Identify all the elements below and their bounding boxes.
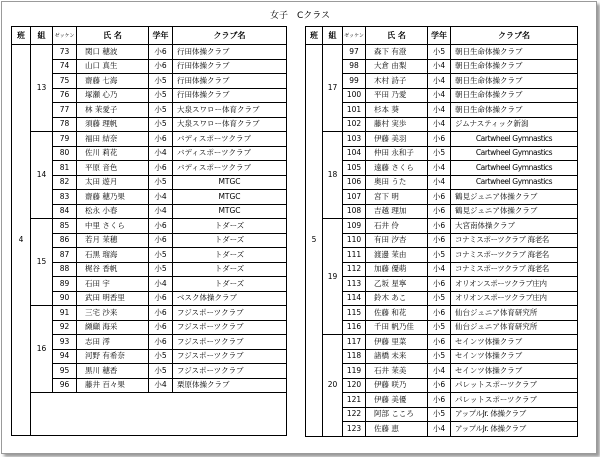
grade-cell: 小4 <box>428 422 451 437</box>
grade-cell: 小6 <box>428 393 451 408</box>
name-cell: 石井 茉美 <box>366 364 428 379</box>
table-row <box>306 248 578 263</box>
name-cell: 諸橋 未来 <box>366 349 428 364</box>
club-cell: 鶴見ジュニア体操クラブ <box>451 204 578 219</box>
zekken-cell: 99 <box>343 74 366 89</box>
grade-cell: 小6 <box>149 320 173 335</box>
grade-cell: 小6 <box>149 219 173 234</box>
name-cell: 平原 音色 <box>77 161 149 176</box>
table-row <box>12 349 287 364</box>
club-cell: 朝日生命体操クラブ <box>451 74 578 89</box>
grade-cell: 小5 <box>149 117 173 132</box>
grade-cell: 小5 <box>149 88 173 103</box>
table-row <box>306 335 578 350</box>
zekken-cell: 81 <box>53 161 77 176</box>
club-cell: Cartwheel Gymnastics <box>451 175 578 190</box>
grade-cell: 小4 <box>428 161 451 176</box>
club-cell: 朝日生命体操クラブ <box>451 59 578 74</box>
name-cell: 志田 澪 <box>77 335 149 350</box>
name-cell: 伊藤 咲乃 <box>366 378 428 393</box>
club-cell: 大泉スワロー体育クラブ <box>173 117 287 132</box>
zekken-cell: 85 <box>53 219 77 234</box>
name-cell: 石田 宇 <box>77 277 149 292</box>
han-cell: 5 <box>306 45 323 437</box>
club-cell: パレットスポーツクラブ <box>451 393 578 408</box>
zekken-cell: 96 <box>53 378 77 393</box>
grade-cell: 小5 <box>149 103 173 118</box>
name-cell: 仲田 永和子 <box>366 146 428 161</box>
zekken-cell: 87 <box>53 248 77 263</box>
zekken-cell: 106 <box>343 175 366 190</box>
name-cell: 阿部 こころ <box>366 407 428 422</box>
table-row <box>306 291 578 306</box>
kumi-cell: 19 <box>323 219 343 335</box>
header-grade: 学年 <box>149 27 173 45</box>
header-kumi: 組 <box>31 27 53 45</box>
header-club: クラブ名 <box>451 27 578 45</box>
header-zekken: ゼッケン <box>343 27 366 45</box>
table-row <box>12 233 287 248</box>
table-row <box>306 422 578 437</box>
table-row <box>12 262 287 277</box>
name-cell: 乙坂 星寧 <box>366 277 428 292</box>
table-row <box>306 378 578 393</box>
grade-cell: 小5 <box>428 320 451 335</box>
club-cell: トダーズ <box>173 219 287 234</box>
name-cell: 石黒 瑠海 <box>77 248 149 263</box>
club-cell: フジスポーツクラブ <box>173 349 287 364</box>
zekken-cell: 107 <box>343 190 366 205</box>
zekken-cell: 103 <box>343 132 366 147</box>
club-cell: 鶴見ジュニア体操クラブ <box>451 190 578 205</box>
zekken-cell: 114 <box>343 291 366 306</box>
club-cell: フジスポーツクラブ <box>173 335 287 350</box>
name-cell: 武田 明香里 <box>77 291 149 306</box>
zekken-cell: 116 <box>343 320 366 335</box>
zekken-cell: 94 <box>53 349 77 364</box>
zekken-cell: 119 <box>343 364 366 379</box>
grade-cell: 小4 <box>428 103 451 118</box>
table-row <box>12 291 287 306</box>
name-cell: 佐藤 和花 <box>366 306 428 321</box>
zekken-cell: 75 <box>53 74 77 89</box>
grade-cell: 小4 <box>149 190 173 205</box>
table-row <box>306 204 578 219</box>
table-row <box>12 74 287 89</box>
table-row <box>12 132 287 147</box>
grade-cell: 小6 <box>428 204 451 219</box>
grade-cell: 小6 <box>149 291 173 306</box>
zekken-cell: 120 <box>343 378 366 393</box>
header-zekken: ゼッケン <box>53 27 77 45</box>
table-row <box>12 45 287 60</box>
zekken-cell: 102 <box>343 117 366 132</box>
club-cell: MTGC <box>173 175 287 190</box>
zekken-cell: 89 <box>53 277 77 292</box>
grade-cell: 小6 <box>428 233 451 248</box>
name-cell: 林 茉愛子 <box>77 103 149 118</box>
club-cell: 仙台ジュニア体育研究所 <box>451 306 578 321</box>
club-cell: 朝日生命体操クラブ <box>451 103 578 118</box>
club-cell: コナミスポーツクラブ 海老名 <box>451 233 578 248</box>
club-cell: セインツ体操クラブ <box>451 349 578 364</box>
club-cell: ジムナスティック新潟 <box>451 117 578 132</box>
grade-cell: 小6 <box>428 306 451 321</box>
kumi-cell: 15 <box>31 219 53 306</box>
table-row <box>306 320 578 335</box>
zekken-cell: 95 <box>53 364 77 379</box>
name-cell: 木村 詩子 <box>366 74 428 89</box>
name-cell: 千田 帆乃佳 <box>366 320 428 335</box>
club-cell: 行田体操クラブ <box>173 88 287 103</box>
name-cell: 大倉 由梨 <box>366 59 428 74</box>
club-cell: 行田体操クラブ <box>173 74 287 89</box>
grade-cell: 小5 <box>428 248 451 263</box>
zekken-cell: 100 <box>343 88 366 103</box>
grade-cell: 小5 <box>428 45 451 60</box>
name-cell: 森下 有澄 <box>366 45 428 60</box>
table-row <box>12 161 287 176</box>
club-cell: Cartwheel Gymnastics <box>451 132 578 147</box>
zekken-cell: 104 <box>343 146 366 161</box>
name-cell: 鈴木 あこ <box>366 291 428 306</box>
table-row <box>12 117 287 132</box>
zekken-cell: 74 <box>53 59 77 74</box>
club-cell: 大宮南体操クラブ <box>451 219 578 234</box>
kumi-cell: 17 <box>323 45 343 132</box>
zekken-cell: 105 <box>343 161 366 176</box>
name-cell: 石井 伶 <box>366 219 428 234</box>
table-row <box>12 103 287 118</box>
name-cell: 福田 結奈 <box>77 132 149 147</box>
grade-cell: 小4 <box>428 364 451 379</box>
header-name: 氏 名 <box>366 27 428 45</box>
table-row <box>12 204 287 219</box>
table-row <box>306 59 578 74</box>
club-cell: 朝日生命体操クラブ <box>451 88 578 103</box>
grade-cell: 小6 <box>149 59 173 74</box>
zekken-cell: 112 <box>343 262 366 277</box>
kumi-cell: 20 <box>323 335 343 437</box>
club-cell: フジスポーツクラブ <box>173 320 287 335</box>
name-cell: 関口 穂波 <box>77 45 149 60</box>
name-cell: 吉越 理加 <box>366 204 428 219</box>
zekken-cell: 90 <box>53 291 77 306</box>
table-row <box>12 335 287 350</box>
name-cell: 梶谷 香帆 <box>77 262 149 277</box>
zekken-cell: 93 <box>53 335 77 350</box>
zekken-cell: 86 <box>53 233 77 248</box>
name-cell: 太田 遊月 <box>77 175 149 190</box>
club-cell: トダーズ <box>173 248 287 263</box>
header-grade: 学年 <box>428 27 451 45</box>
club-cell: セインツ体操クラブ <box>451 335 578 350</box>
zekken-cell: 101 <box>343 103 366 118</box>
club-cell: オリオンスポーツクラブ庄内 <box>451 277 578 292</box>
name-cell: 若月 茉穂 <box>77 233 149 248</box>
club-cell: 朝日生命体操クラブ <box>451 45 578 60</box>
table-row <box>12 364 287 379</box>
club-cell: アップルJr. 体操クラブ <box>451 422 578 437</box>
name-cell: 伊藤 里菜 <box>366 335 428 350</box>
empty-row <box>12 393 287 436</box>
club-cell: ベスク体操クラブ <box>173 291 287 306</box>
table-row <box>306 146 578 161</box>
table-row <box>12 248 287 263</box>
header-row <box>306 27 578 45</box>
name-cell: 藤村 実歩 <box>366 117 428 132</box>
club-cell: トダーズ <box>173 277 287 292</box>
header-name: 氏 名 <box>77 27 149 45</box>
zekken-cell: 78 <box>53 117 77 132</box>
table-row <box>306 306 578 321</box>
zekken-cell: 80 <box>53 146 77 161</box>
zekken-cell: 92 <box>53 320 77 335</box>
club-cell: コナミスポーツクラブ 海老名 <box>451 248 578 263</box>
club-cell: Cartwheel Gymnastics <box>451 161 578 176</box>
grade-cell: 小4 <box>428 175 451 190</box>
grade-cell: 小4 <box>428 88 451 103</box>
club-cell: 行田体操クラブ <box>173 45 287 60</box>
table-row <box>306 175 578 190</box>
table-row <box>306 233 578 248</box>
zekken-cell: 88 <box>53 262 77 277</box>
name-cell: 三宅 沙来 <box>77 306 149 321</box>
name-cell: 佐藤 恵 <box>366 422 428 437</box>
club-cell: 大泉スワロー体育クラブ <box>173 103 287 118</box>
club-cell: バディスポーツクラブ <box>173 132 287 147</box>
grade-cell: 小5 <box>428 146 451 161</box>
table-row <box>12 378 287 393</box>
name-cell: 宮下 明 <box>366 190 428 205</box>
name-cell: 塚瀬 心乃 <box>77 88 149 103</box>
club-cell: アップルJr. 体操クラブ <box>451 407 578 422</box>
club-cell: コナミスポーツクラブ 海老名 <box>451 262 578 277</box>
grade-cell: 小6 <box>149 161 173 176</box>
table-row <box>306 393 578 408</box>
zekken-cell: 123 <box>343 422 366 437</box>
header-kumi: 組 <box>323 27 343 45</box>
kumi-cell: 14 <box>31 132 53 219</box>
name-cell: 齋藤 穂乃果 <box>77 190 149 205</box>
table-row <box>306 364 578 379</box>
grade-cell: 小5 <box>428 407 451 422</box>
left-roster-body <box>12 45 287 436</box>
grade-cell: 小4 <box>149 204 173 219</box>
grade-cell: 小6 <box>428 378 451 393</box>
grade-cell: 小4 <box>428 74 451 89</box>
han-cell: 4 <box>12 45 31 436</box>
grade-cell: 小5 <box>428 291 451 306</box>
grade-cell: 小5 <box>428 349 451 364</box>
grade-cell: 小6 <box>428 219 451 234</box>
kumi-cell: 16 <box>31 306 53 393</box>
grade-cell: 小4 <box>428 59 451 74</box>
grade-cell: 小4 <box>428 262 451 277</box>
zekken-cell: 118 <box>343 349 366 364</box>
table-row <box>306 407 578 422</box>
table-row <box>12 88 287 103</box>
table-row <box>12 59 287 74</box>
empty-cell <box>31 393 287 436</box>
club-cell: Cartwheel Gymnastics <box>451 146 578 161</box>
club-cell: 行田体操クラブ <box>173 59 287 74</box>
table-row <box>306 132 578 147</box>
club-cell: 栗原体操クラブ <box>173 378 287 393</box>
club-cell: MTGC <box>173 204 287 219</box>
name-cell: 松永 小春 <box>77 204 149 219</box>
name-cell: 奥田 うた <box>366 175 428 190</box>
club-cell: トダーズ <box>173 233 287 248</box>
zekken-cell: 121 <box>343 393 366 408</box>
left-roster-table <box>11 26 287 436</box>
grade-cell: 小4 <box>149 378 173 393</box>
name-cell: 須藤 理帆 <box>77 117 149 132</box>
zekken-cell: 83 <box>53 190 77 205</box>
grade-cell: 小5 <box>149 175 173 190</box>
table-row <box>306 190 578 205</box>
zekken-cell: 98 <box>343 59 366 74</box>
club-cell: セインツ体操クラブ <box>451 364 578 379</box>
name-cell: 平田 乃愛 <box>366 88 428 103</box>
name-cell: 有田 汐杏 <box>366 233 428 248</box>
zekken-cell: 91 <box>53 306 77 321</box>
header-han: 班 <box>306 27 323 45</box>
zekken-cell: 97 <box>343 45 366 60</box>
grade-cell: 小4 <box>428 117 451 132</box>
grade-cell: 小5 <box>149 74 173 89</box>
zekken-cell: 79 <box>53 132 77 147</box>
club-cell: バディスポーツクラブ <box>173 146 287 161</box>
grade-cell: 小6 <box>149 335 173 350</box>
name-cell: 伊藤 美優 <box>366 393 428 408</box>
kumi-cell: 18 <box>323 132 343 219</box>
grade-cell: 小4 <box>149 277 173 292</box>
club-cell: MTGC <box>173 190 287 205</box>
right-roster-table <box>305 26 578 437</box>
zekken-cell: 108 <box>343 204 366 219</box>
table-row <box>12 190 287 205</box>
zekken-cell: 82 <box>53 175 77 190</box>
right-roster-body <box>306 45 578 437</box>
table-row <box>12 146 287 161</box>
grade-cell: 小6 <box>149 132 173 147</box>
grade-cell: 小4 <box>149 146 173 161</box>
name-cell: 遠藤 さくら <box>366 161 428 176</box>
grade-cell: 小6 <box>149 45 173 60</box>
zekken-cell: 115 <box>343 306 366 321</box>
zekken-cell: 109 <box>343 219 366 234</box>
zekken-cell: 84 <box>53 204 77 219</box>
grade-cell: 小5 <box>149 349 173 364</box>
name-cell: 杉本 葵 <box>366 103 428 118</box>
table-row <box>12 219 287 234</box>
name-cell: 河野 有希奈 <box>77 349 149 364</box>
name-cell: 加藤 優萌 <box>366 262 428 277</box>
name-cell: 佐川 莉花 <box>77 146 149 161</box>
name-cell: 伊藤 美羽 <box>366 132 428 147</box>
grade-cell: 小6 <box>149 233 173 248</box>
table-row <box>306 103 578 118</box>
grade-cell: 小6 <box>428 132 451 147</box>
kumi-cell: 13 <box>31 45 53 132</box>
table-row <box>306 161 578 176</box>
zekken-cell: 122 <box>343 407 366 422</box>
club-cell: フジスポーツクラブ <box>173 306 287 321</box>
header-club: クラブ名 <box>173 27 287 45</box>
table-row <box>12 175 287 190</box>
grade-cell: 小6 <box>149 306 173 321</box>
table-row <box>306 349 578 364</box>
zekken-cell: 76 <box>53 88 77 103</box>
name-cell: 山口 真生 <box>77 59 149 74</box>
name-cell: 藤井 百々果 <box>77 378 149 393</box>
table-row <box>306 262 578 277</box>
table-row <box>306 277 578 292</box>
grade-cell: 小5 <box>149 364 173 379</box>
table-row <box>12 320 287 335</box>
zekken-cell: 77 <box>53 103 77 118</box>
grade-cell: 小6 <box>428 335 451 350</box>
table-row <box>306 74 578 89</box>
grade-cell: 小5 <box>149 262 173 277</box>
club-cell: フジスポーツクラブ <box>173 364 287 379</box>
header-row <box>12 27 287 45</box>
grade-cell: 小6 <box>428 277 451 292</box>
club-cell: 仙台ジュニア体育研究所 <box>451 320 578 335</box>
name-cell: 纐纈 海采 <box>77 320 149 335</box>
header-han: 班 <box>12 27 31 45</box>
club-cell: パレットスポーツクラブ <box>451 378 578 393</box>
zekken-cell: 117 <box>343 335 366 350</box>
table-row <box>12 277 287 292</box>
zekken-cell: 110 <box>343 233 366 248</box>
zekken-cell: 113 <box>343 277 366 292</box>
table-row <box>306 45 578 60</box>
zekken-cell: 73 <box>53 45 77 60</box>
table-row <box>306 88 578 103</box>
name-cell: 黒川 穂香 <box>77 364 149 379</box>
table-row <box>306 117 578 132</box>
club-cell: オリオンスポーツクラブ庄内 <box>451 291 578 306</box>
club-cell: バディスポーツクラブ <box>173 161 287 176</box>
table-row <box>12 306 287 321</box>
name-cell: 中里 さくら <box>77 219 149 234</box>
grade-cell: 小6 <box>428 190 451 205</box>
grade-cell: 小5 <box>149 248 173 263</box>
club-cell: トダーズ <box>173 262 287 277</box>
name-cell: 渡邊 茉由 <box>366 248 428 263</box>
zekken-cell: 111 <box>343 248 366 263</box>
page-title: 女子 Cクラス <box>269 11 330 21</box>
name-cell: 齋藤 七海 <box>77 74 149 89</box>
table-row <box>306 219 578 234</box>
